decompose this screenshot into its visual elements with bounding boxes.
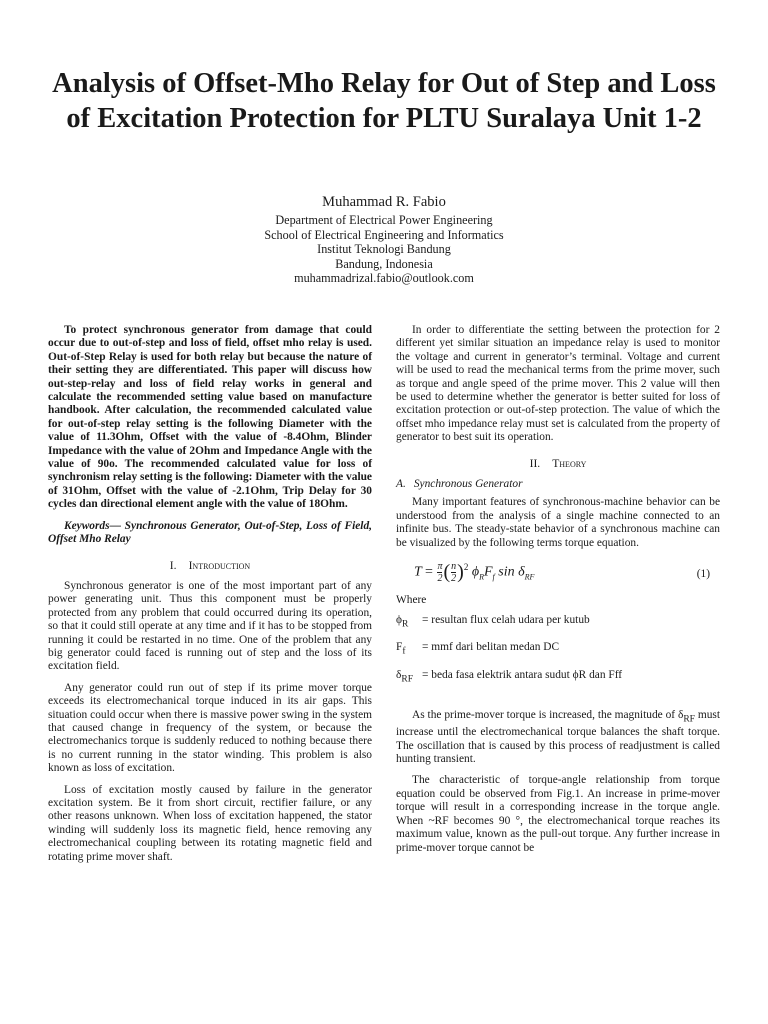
intro-paragraph-1: Synchronous generator is one of the most important part of any power generating unit. Thus this component must be properly protected from any problem that could occurred during its operation, so that it could still operate at any time and if it has to be stopped from running it could be restarted in no time. One of the problem that any big generator could faced is running out of step and the loss of its excitation field. (48, 579, 372, 673)
left-column (48, 324, 372, 872)
affiliation-block (0, 213, 768, 286)
equation-number: (1) (696, 568, 710, 581)
definition-symbol: $\delta_{RF}$ (396, 668, 413, 685)
right-column (396, 324, 720, 863)
section-title: Introduction (188, 558, 251, 572)
definition-symbol: $\phi_R$ (396, 613, 409, 629)
abstract: To protect synchronous generator from damage that could occur due to out-of-step and loss of field, offset mho relay is used. Out-of-Step Relay is used for both relay but because the nature of their setting they are differentiated. This paper will discuss how out-step-relay and loss of field relay works in general and calculate the recommended setting value based on manufacture handbook. After calculation, the recommended calculated value for out-of-step relay setting is the following Diameter with the value of 11.3Ohm, Offset with the value of -8.4Ohm, Blinder Impedance with the value of 2Ohm and Impedance Angle with the value of 90o. The recommended calculated value for loss of synchronism relay setting is the following: Diameter with the value of 31Ohm, Offset with the value of -2.1Ohm, Trip Delay for 30 cycles dan directional element angle with the value of 18Ohm. (48, 324, 372, 511)
intro-paragraph-4: In order to differentiate the setting between the protection for 2 different yet similar situation an impedance relay is used to monitor the voltage and current in generator’s terminal. Voltage and current will be used to read the mechanical terms from the prime mover, such as torque and angle speed of the prime mover. This 2 value will then be used to determine whether the generator is better suited for loss of excitation protection or out-of-step protection. The value of which the offset mho impedance relay must set is calculated from the property of generator to best suit its operation. (396, 324, 720, 444)
section-number: II. (529, 456, 541, 470)
definition-text: = beda fasa elektrik antara sudut ϕR dan Fff (422, 668, 623, 681)
intro-paragraph-3: Loss of excitation mostly caused by failure in the generator excitation system. Be it from short circuit, rectifier failure, or any other reasons unknown. When loss of excitation happened, the stator winding will suddenly loss its magnetic field, hence removing any electromechanical coupling between its rotating magnetic field and rotating prime mover shaft. (48, 783, 372, 863)
intro-paragraph-2: Any generator could run out of step if its prime mover torque exceeds its electromechanical torque induced in its air gaps. This situation could occur when there is massive power swing in the system that caused change in frequency of the system, or because the electromechanics torque is suddenly reduced to nothing because there is no current running in the stator winding. This problem is also known as loss of excitation. (48, 681, 372, 775)
equation-fraction-pi: $\frac{\pi}{2}$ (437, 561, 443, 585)
section-title: Theory (552, 456, 587, 470)
definition-text: = mmf dari belitan medan DC (422, 641, 560, 654)
keywords (48, 520, 372, 547)
section-heading-theory (396, 457, 720, 470)
section-number: I. (169, 558, 177, 572)
where-label: Where (396, 594, 427, 607)
author-email: muhammadrizal.fabio@outlook.com (294, 271, 474, 285)
subsection-title: Synchronous Generator (413, 478, 523, 491)
theory-paragraph-3: The characteristic of torque-angle relationship from torque equation could be observed from Fig.1. An increase in prime-mover torque will result in a corresponding increase in the torque angle. When ~RF becomes 90 °, the electromechanical torque reaches its maximum value, known as the pull-out torque. Any further increase in prime-mover torque cannot be (396, 774, 720, 854)
affiliation-school: School of Electrical Engineering and Informatics (264, 227, 504, 242)
definition-symbol: $F_f$ (396, 641, 406, 657)
keywords-label: Keywords— (64, 519, 121, 532)
paper-title: Analysis of Offset-Mho Relay for Out of Step and Loss of Excitation Protection for PLTU Suralaya Unit 1-2 (52, 68, 716, 134)
equation-fraction-n: $\frac{n}{2}$ (451, 561, 457, 585)
theory-paragraph-1: Many important features of synchronous-machine behavior can be understood from the analysis of a single machine connected to an infinite bus. The steady-state behavior of a synchronous machine can be visualized by the following terms torque equation. (396, 496, 720, 549)
definition-f-f (396, 641, 720, 659)
affiliation-location: Bandung, Indonesia (335, 256, 433, 271)
theory-paragraph-2: As the prime-mover torque is increased, the magnitude of $\delta_{RF}$ must increase until the electromechanical torque balances the shaft torque. The oscillation that is caused by this process of readjustment is called hunting transient. (396, 708, 720, 766)
definition-delta-rf (396, 669, 720, 687)
definition-text: = resultan flux celah udara per kutub (422, 613, 590, 626)
torque-equation (396, 558, 720, 588)
subsection-heading (396, 478, 720, 491)
affiliation-department: Department of Electrical Power Engineering (275, 213, 493, 227)
definition-phi-r (396, 614, 720, 632)
subsection-number: A. (396, 478, 406, 491)
affiliation-institute: Institut Teknologi Bandung (317, 242, 451, 256)
equation-formula: T = $\frac{\pi}{2}$ ( $\frac{n}{2}$ )$^2$ $\phi_RF_f$ $\sin \delta_{RF}$ (414, 560, 535, 585)
section-heading-introduction (48, 559, 372, 572)
author-name: Muhammad R. Fabio (322, 194, 446, 210)
keywords-text: Synchronous Generator, Out-of-Step, Loss of Field, Offset Mho Relay (48, 519, 372, 546)
